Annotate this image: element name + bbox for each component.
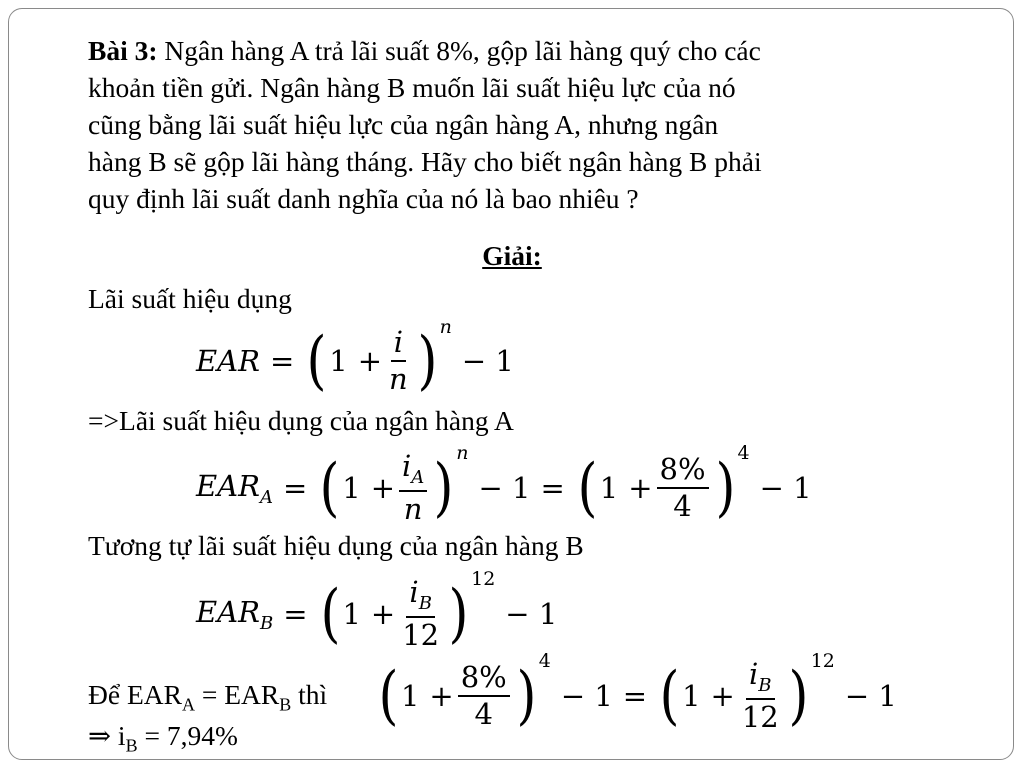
ear-plus: + — [357, 344, 382, 378]
ear-b-num-sub: B — [418, 592, 432, 614]
problem-line-5: quy định lãi suất danh nghĩa của nó là bao nhiêu ? — [88, 183, 639, 214]
result-arrow: ⇒ i — [88, 720, 126, 751]
ear-lhs: EAR — [196, 344, 260, 378]
equality-exp1: 4 — [538, 650, 551, 672]
equality-den2: 12 — [741, 699, 779, 734]
formula-ear — [196, 316, 514, 398]
close-paren: ) — [448, 577, 469, 651]
one: 1 — [342, 471, 361, 505]
close-paren: ) — [417, 324, 438, 398]
ear-fraction — [386, 325, 411, 396]
result-sub: B — [125, 735, 138, 756]
solution-heading: Giải: — [482, 240, 542, 271]
ear-a-den: n — [403, 491, 423, 526]
ear-b-exp: 12 — [471, 568, 496, 590]
ear-a-eq2: = — [540, 471, 565, 505]
text-ear-b: Tương tự lãi suất hiệu dụng của ngân hàng B — [88, 530, 584, 561]
ear-a-num: i — [402, 449, 412, 484]
open-paren: ( — [306, 324, 327, 398]
plus: + — [710, 679, 735, 713]
ear-one: 1 — [329, 344, 348, 378]
one: 1 — [400, 679, 420, 713]
ear-den: n — [389, 362, 408, 396]
problem-line-3: cũng bằng lãi suất hiệu lực của ngân hàng A, nhưng ngân — [88, 109, 719, 140]
ear-b-den: 12 — [402, 617, 440, 652]
ear-a-num-sub: A — [411, 466, 425, 488]
equality-sub-a: A — [181, 694, 195, 715]
ear-exp: n — [439, 316, 452, 338]
formula-ear-a — [196, 442, 812, 526]
plus: + — [429, 679, 454, 713]
ear-b-eq: = — [283, 597, 308, 631]
ear-a-minus2: − 1 — [759, 471, 812, 505]
equality-sub-b: B — [279, 694, 292, 715]
plus: + — [628, 471, 653, 505]
equality-fraction-2 — [739, 657, 782, 734]
formula-equality — [376, 650, 897, 734]
ear-a-den2: 4 — [673, 489, 692, 523]
equality-minus2: − 1 — [844, 679, 897, 713]
ear-num: i — [391, 328, 406, 362]
ear-b-lhs-sub: B — [259, 612, 274, 634]
ear-b-num: i — [409, 575, 419, 610]
ear-minus: − 1 — [461, 344, 514, 378]
ear-a-lhs-sub: A — [259, 486, 273, 508]
ear-a-lhs: EAR — [196, 468, 260, 503]
ear-b-fraction — [399, 575, 442, 652]
equality-mid: = EAR — [194, 679, 280, 710]
plus: + — [370, 597, 396, 631]
ear-a-fraction — [399, 449, 427, 526]
open-paren: ( — [378, 659, 399, 733]
text-ear-a: =>Lãi suất hiệu dụng của ngân hàng A — [88, 405, 514, 436]
result-line — [88, 720, 238, 757]
ear-a-minus1: − 1 — [478, 471, 531, 505]
one: 1 — [599, 471, 619, 505]
equality-num2-sub: B — [758, 674, 772, 696]
ear-b-minus: − 1 — [505, 597, 558, 631]
open-paren: ( — [577, 451, 598, 525]
result-value: = 7,94% — [137, 720, 238, 751]
formula-ear-b — [196, 568, 558, 652]
one: 1 — [682, 679, 701, 713]
equality-num2: i — [749, 657, 759, 692]
open-paren: ( — [319, 451, 340, 525]
equality-eq: = — [622, 679, 648, 713]
open-paren: ( — [659, 659, 680, 733]
equality-num1: 8% — [458, 663, 510, 697]
ear-a-exp2: 4 — [737, 442, 750, 464]
plus: + — [370, 471, 395, 505]
equality-minus1: − 1 — [560, 679, 613, 713]
equality-exp2: 12 — [810, 650, 835, 672]
problem-label: Bài 3: — [88, 35, 158, 66]
equality-den1: 4 — [474, 697, 493, 731]
equality-suffix: thì — [291, 679, 328, 710]
equality-fraction-1 — [458, 660, 510, 731]
problem-line-1: Ngân hàng A trả lãi suất 8%, gộp lãi hàng quý cho các — [157, 35, 761, 66]
open-paren: ( — [319, 577, 340, 651]
ear-a-eq: = — [282, 471, 308, 505]
ear-a-fraction-2 — [657, 452, 709, 523]
close-paren: ) — [433, 451, 454, 525]
problem-line-2: khoản tiền gửi. Ngân hàng B muốn lãi suất hiệu lực của nó — [88, 72, 736, 103]
problem-line-4: hàng B sẽ gộp lãi hàng tháng. Hãy cho biết ngân hàng B phải — [88, 146, 762, 177]
ear-a-num2: 8% — [657, 455, 709, 489]
ear-a-exp: n — [456, 442, 469, 464]
ear-eq: = — [269, 344, 295, 378]
problem-statement — [88, 32, 938, 217]
one: 1 — [342, 597, 361, 631]
close-paren: ) — [788, 659, 809, 733]
text-equality — [88, 679, 327, 716]
close-paren: ) — [715, 451, 736, 525]
equality-prefix: Để EAR — [88, 679, 182, 710]
ear-b-lhs: EAR — [196, 594, 260, 629]
close-paren: ) — [516, 659, 537, 733]
text-ear: Lãi suất hiệu dụng — [88, 283, 292, 314]
